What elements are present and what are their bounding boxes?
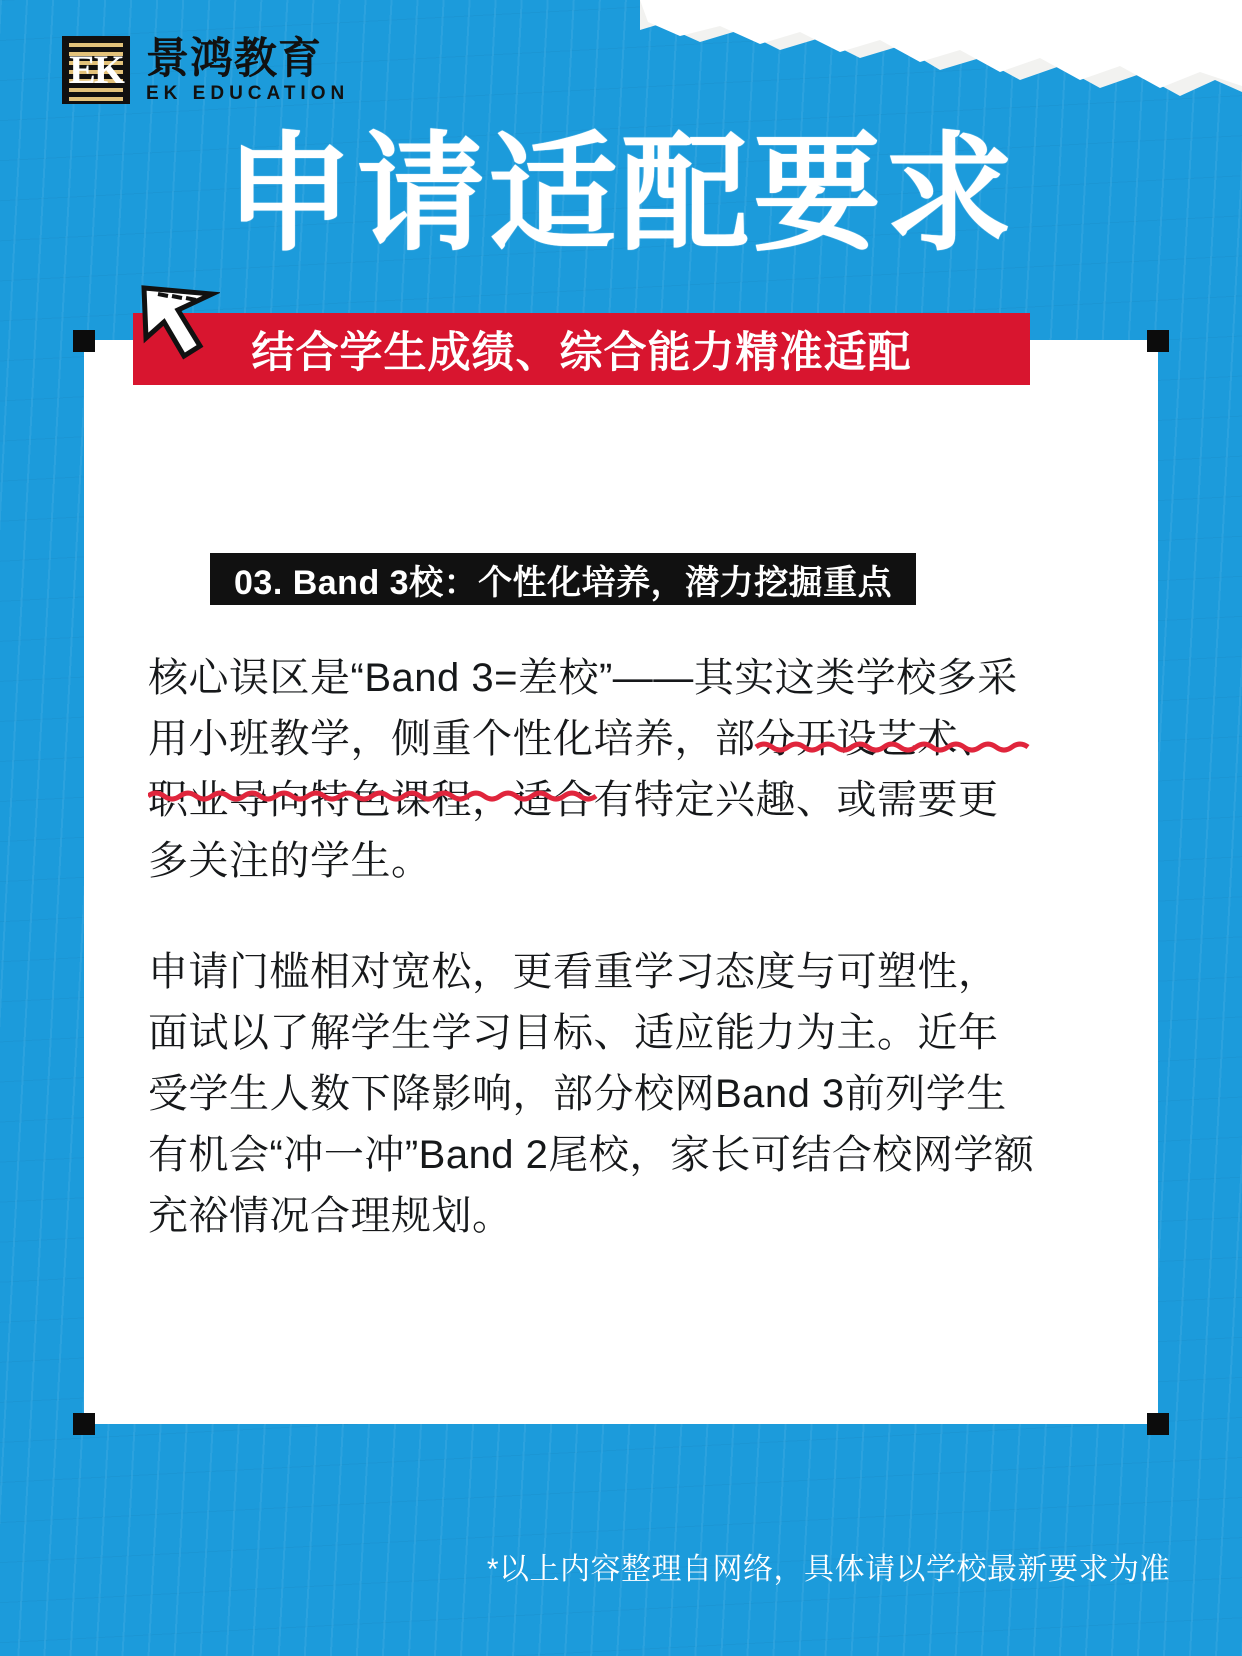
footnote: *以上内容整理自网络，具体请以学校最新要求为准 bbox=[486, 1553, 1170, 1586]
paragraph-2: 申请门槛相对宽松，更看重学习态度与可塑性，面试以了解学生学习目标、适应能力为主。近年受学生人数下降影响，部分校网Band 3前列学生有机会“冲一冲”Band 2尾校，家长可结合校网学额充裕情况合理规划。 bbox=[148, 950, 1035, 1238]
logo-monogram: EK bbox=[69, 47, 123, 92]
section-tag-label: 03. Band 3校：个性化培养，潜力挖掘重点 bbox=[234, 563, 893, 602]
squiggle-underline bbox=[148, 741, 596, 755]
page-title: 申请适配要求 bbox=[224, 123, 1017, 266]
brand-logo bbox=[62, 36, 349, 104]
subtitle-ribbon bbox=[133, 313, 1030, 385]
brand-name-en: EK EDUCATION bbox=[146, 83, 350, 105]
subtitle-text: 结合学生成绩、综合能力精准适配 bbox=[251, 328, 912, 377]
section-tag bbox=[210, 553, 916, 605]
selection-handle-bottom-right[interactable] bbox=[1147, 1413, 1169, 1435]
selection-handle-top-left[interactable] bbox=[73, 330, 95, 352]
mouse-cursor-arrow-icon bbox=[138, 284, 220, 364]
body-copy bbox=[148, 648, 1038, 1247]
logo-mark bbox=[62, 36, 130, 104]
selection-handle-bottom-left[interactable] bbox=[73, 1413, 95, 1435]
brand-name-cn: 景鸿教育 bbox=[146, 34, 322, 83]
paragraph-1: 核心误区是“Band 3=差校”——其实这类学校多采用小班教学，侧重个性化培养，部分开设艺术、职业导向特色课程，适合有特定兴趣、或需要更多关注的学生。 bbox=[148, 656, 1018, 883]
selection-handle-top-right[interactable] bbox=[1147, 330, 1169, 352]
